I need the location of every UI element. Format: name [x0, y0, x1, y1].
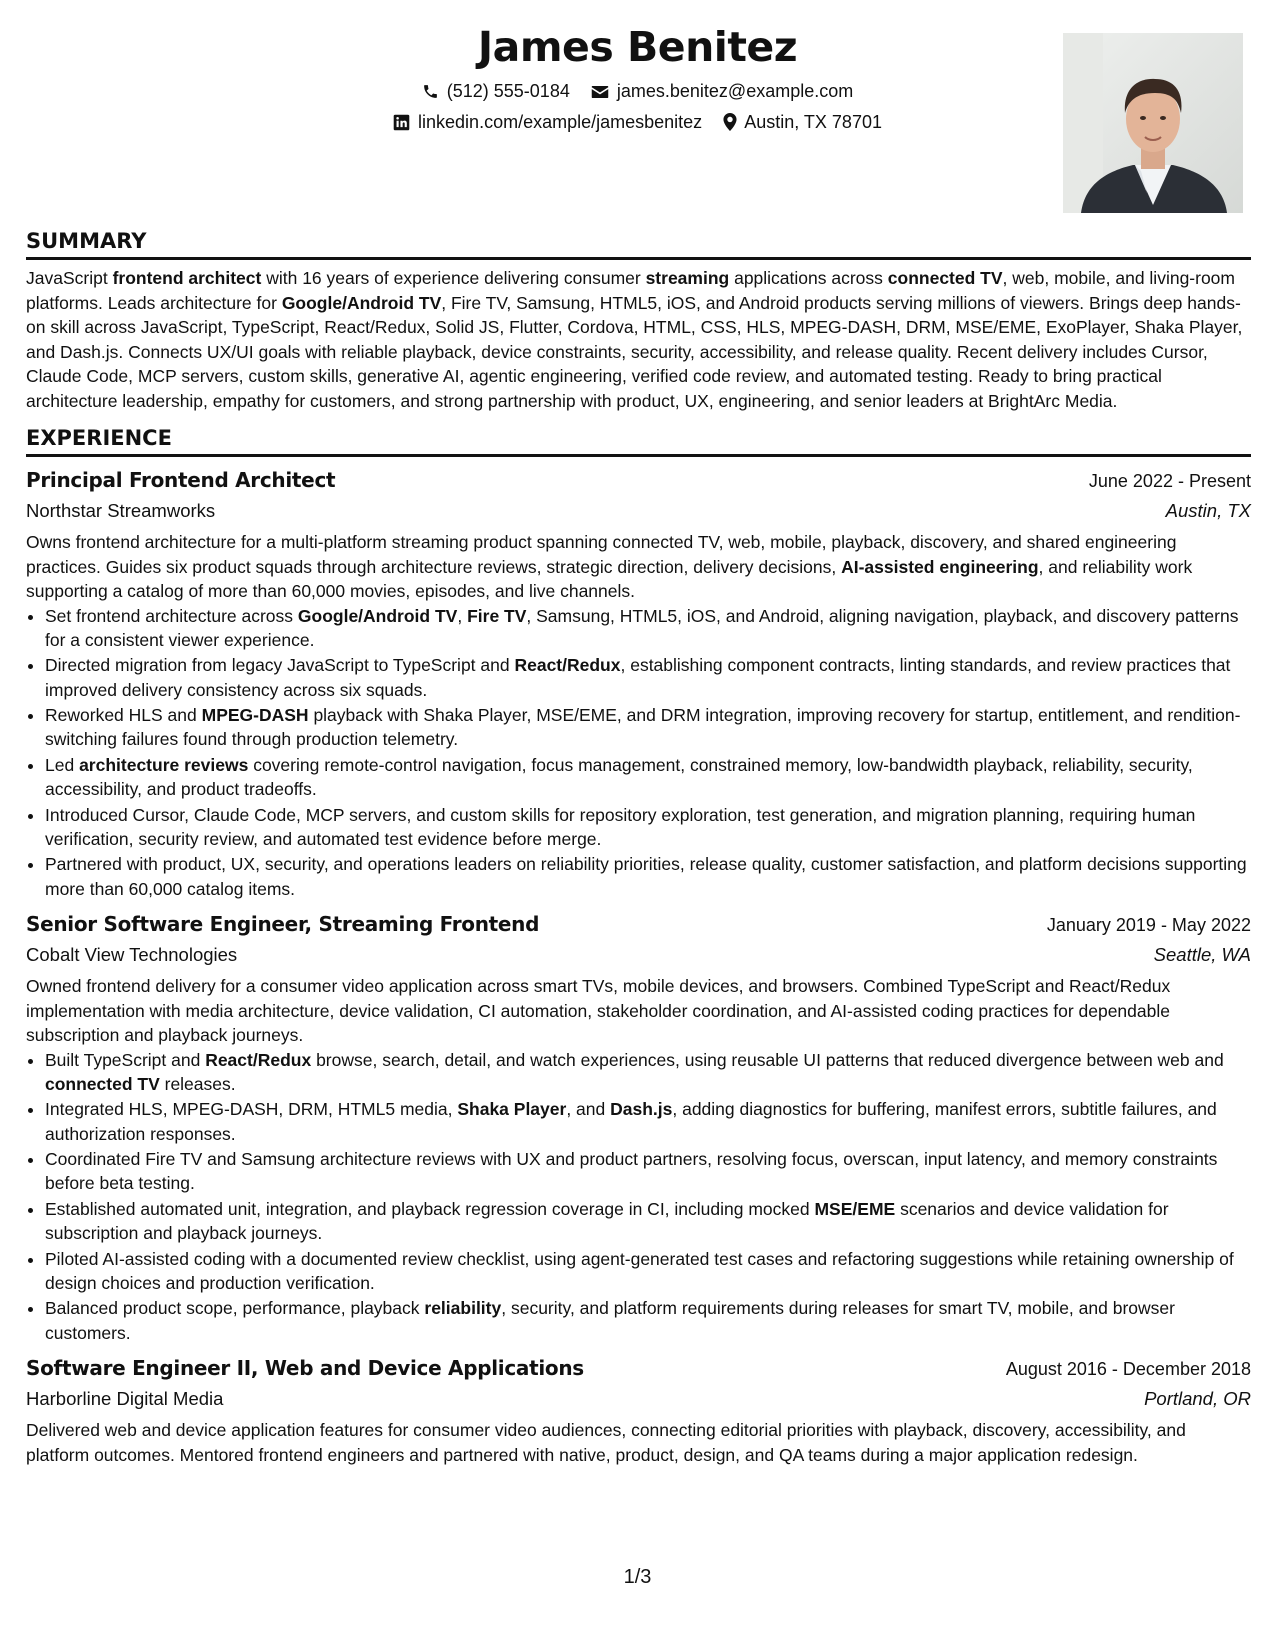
- job-company: Harborline Digital Media: [26, 1388, 224, 1409]
- emphasis-text: connected TV: [887, 268, 1003, 288]
- job-header: [26, 465, 1251, 496]
- job-company: Cobalt View Technologies: [26, 944, 238, 965]
- emphasis-text: React/Redux: [205, 1049, 312, 1070]
- job-header: [26, 1353, 1251, 1384]
- phone-contact: [422, 76, 570, 107]
- location-text: Austin, TX 78701: [744, 112, 882, 132]
- summary-heading: SUMMARY: [26, 226, 1251, 260]
- job-location: Seattle, WA: [1153, 944, 1251, 965]
- job-dates: January 2019 - May 2022: [1046, 915, 1251, 935]
- emphasis-text: Google/Android TV: [297, 605, 458, 626]
- job-location: Austin, TX: [1165, 500, 1251, 521]
- linkedin-icon: [393, 114, 410, 131]
- job-dates: June 2022 - Present: [1088, 471, 1251, 491]
- bullet-item: • Integrated HLS, MPEG-DASH, DRM, HTML5 media, Shaka Player, and Dash.js, adding diagnostics for buffering, manifest errors, subtitle failures, and authorization responses.: [45, 1097, 1251, 1146]
- emphasis-text: AI-assisted engineering: [841, 556, 1039, 577]
- job-location: Portland, OR: [1144, 1388, 1251, 1409]
- bullet-item: • Balanced product scope, performance, playback reliability, security, and platform requirements during releases for smart TV, mobile, and browser customers.: [45, 1296, 1251, 1345]
- job-subheader: [26, 496, 1251, 526]
- emphasis-text: Google/Android TV: [281, 292, 442, 313]
- job-subheader: [26, 940, 1251, 970]
- bullet-item: • Directed migration from legacy JavaScript to TypeScript and React/Redux, establishing component contracts, linting standards, and review practices that improved delivery consistency across six squads.: [45, 653, 1251, 702]
- resume-body: [26, 226, 1251, 1467]
- job-title: Senior Software Engineer, Streaming Frontend: [26, 912, 540, 936]
- bullet-item: • Partnered with product, UX, security, and operations leaders on reliability priorities, release quality, customer satisfaction, and platform decisions supporting more than 60,000 catalog items.: [45, 852, 1251, 901]
- bullet-item: • Built TypeScript and React/Redux browse, search, detail, and watch experiences, using reusable UI patterns that reduced divergence between web and connected TV releases.: [45, 1048, 1251, 1097]
- email-contact[interactable]: [591, 76, 853, 107]
- emphasis-text: reliability: [424, 1298, 502, 1319]
- job-bullets: [26, 604, 1251, 902]
- bullet-item: • Introduced Cursor, Claude Code, MCP servers, and custom skills for repository exploration, test generation, and migration planning, requiring human verification, security review, and automated test evidence before merge.: [45, 803, 1251, 852]
- job-entry: [26, 1353, 1251, 1467]
- bullet-item: • Reworked HLS and MPEG-DASH playback with Shaka Player, MSE/EME, and DRM integration, improving recovery for startup, entitlement, and rendition-switching failures found through production telemetry.: [45, 703, 1251, 752]
- phone-icon: [422, 83, 439, 100]
- experience-heading: EXPERIENCE: [26, 423, 1251, 457]
- experience-section: [26, 423, 1251, 1467]
- bullet-item: • Established automated unit, integration, and playback regression coverage in CI, including mocked MSE/EME scenarios and device validation for subscription and playback journeys.: [45, 1197, 1251, 1246]
- bullet-item: • Led architecture reviews covering remote-control navigation, focus management, constrained memory, low-bandwidth playback, reliability, security, accessibility, and product tradeoffs.: [45, 753, 1251, 802]
- job-dates: August 2016 - December 2018: [1005, 1359, 1251, 1379]
- emphasis-text: connected TV: [45, 1073, 160, 1094]
- emphasis-text: Shaka Player: [457, 1099, 567, 1120]
- emphasis-text: MSE/EME: [814, 1198, 896, 1219]
- emphasis-text: frontend architect: [112, 268, 262, 288]
- phone-number: (512) 555-0184: [446, 81, 570, 101]
- email-address[interactable]: james.benitez@example.com: [616, 81, 854, 101]
- summary-section: [26, 226, 1251, 413]
- bullet-item: • Set frontend architecture across Google/Android TV, Fire TV, Samsung, HTML5, iOS, and Android, aligning navigation, playback, and discovery patterns for a consistent viewer experience.: [45, 604, 1251, 653]
- emphasis-text: architecture reviews: [79, 754, 249, 775]
- job-title: Software Engineer II, Web and Device Applications: [26, 1356, 584, 1380]
- bullet-item: • Coordinated Fire TV and Samsung architecture reviews with UX and product partners, resolving focus, overscan, input latency, and memory constraints before beta testing.: [45, 1147, 1251, 1196]
- location-contact: [723, 107, 882, 138]
- map-pin-icon: [723, 113, 737, 131]
- emphasis-text: React/Redux: [514, 655, 621, 676]
- summary-text: JavaScript frontend architect with 16 years of experience delivering consumer streaming applications across connected TV, web, mobile, and living-room platforms. Leads architecture for Google/Android TV, Fire TV, Samsung, HTML5, iOS, and Android products serving millions of viewers. Brings deep hands-on skill across JavaScript, TypeScript, React/Redux, Solid JS, Flutter, Cordova, HTML, CSS, HLS, MPEG-DASH, DRM, MSE/EME, ExoPlayer, Shaka Player, and Dash.js. Connects UX/UI goals with reliable playback, device constraints, security, accessibility, and release quality. Recent delivery includes Cursor, Claude Code, MCP servers, custom skills, generative AI, agentic engineering, verified code review, and automated testing. Ready to bring practical architecture leadership, empathy for customers, and strong partnership with product, UX, engineering, and senior leaders at BrightArc Media.: [26, 268, 1243, 411]
- envelope-icon: [591, 84, 609, 100]
- job-bullets: [26, 1048, 1251, 1346]
- job-description: Owned frontend delivery for a consumer video application across smart TVs, mobile devices, and browsers. Combined TypeScript and React/Redux implementation with media architecture, device validation, CI automation, stakeholder coordination, and AI-assisted coding practices for dependable subscription and playback journeys.: [26, 976, 1171, 1045]
- job-description: Delivered web and device application features for consumer video audiences, connecting editorial priorities with playback, discovery, accessibility, and platform outcomes. Mentored frontend engineers and partnered with native, product, design, and QA teams during a major application redesign.: [26, 1420, 1186, 1465]
- profile-photo: [1063, 33, 1243, 213]
- job-title: Principal Frontend Architect: [26, 468, 336, 492]
- linkedin-url[interactable]: linkedin.com/example/jamesbenitez: [418, 112, 703, 132]
- job-description: Owns frontend architecture for a multi-platform streaming product spanning connected TV, web, mobile, playback, discovery, and shared engineering practices. Guides six product squads through architecture reviews, strategic direction, delivery decisions, AI-assisted engineering, and reliability work supporting a catalog of more than 60,000 movies, episodes, and live channels.: [26, 532, 1193, 601]
- emphasis-text: streaming: [645, 268, 730, 288]
- page-number: 1/3: [623, 1566, 652, 1588]
- profile-photo-image: [1063, 33, 1243, 213]
- bullet-item: • Piloted AI-assisted coding with a documented review checklist, using agent-generated test cases and refactoring suggestions while retaining ownership of design choices and production verification.: [45, 1247, 1251, 1296]
- job-entry: [26, 465, 1251, 901]
- job-entry: [26, 909, 1251, 1345]
- job-company: Northstar Streamworks: [26, 500, 216, 521]
- job-subheader: [26, 1384, 1251, 1414]
- emphasis-text: Fire TV: [467, 605, 527, 626]
- emphasis-text: Dash.js: [610, 1099, 673, 1120]
- linkedin-contact[interactable]: [393, 107, 702, 138]
- job-header: [26, 909, 1251, 940]
- candidate-name: James Benitez: [477, 23, 798, 71]
- emphasis-text: MPEG-DASH: [201, 705, 309, 726]
